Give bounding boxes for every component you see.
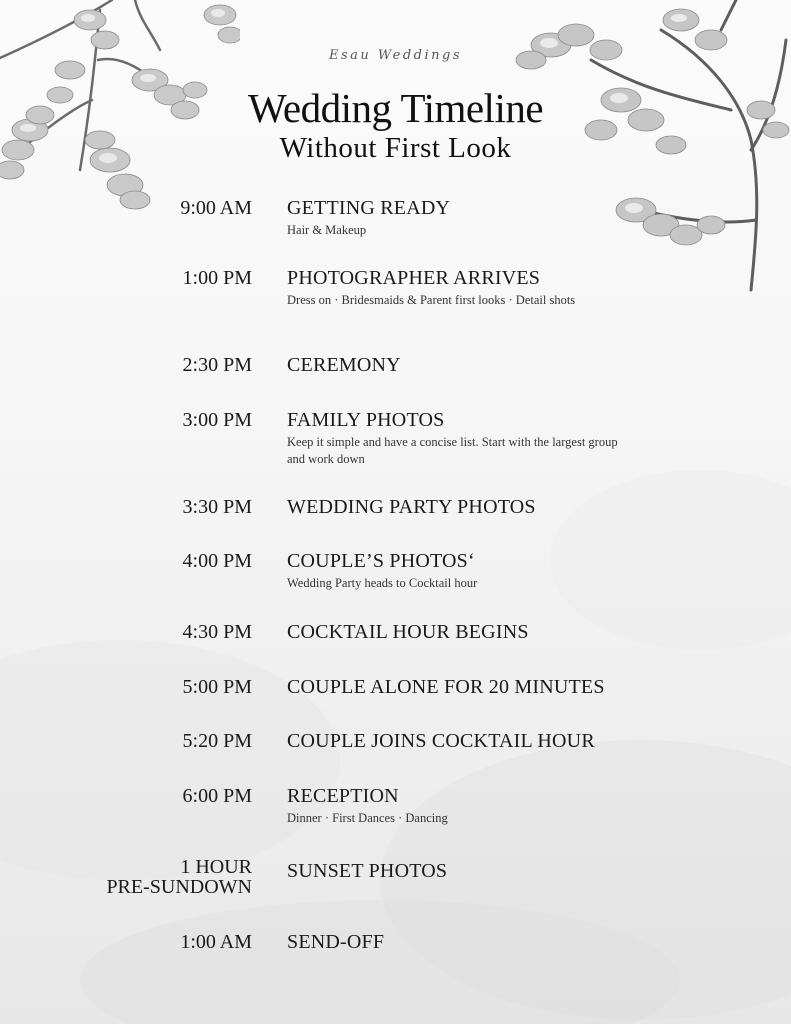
timeline-event: COUPLE’S PHOTOS‘: [287, 550, 475, 572]
page-title: Wedding Timeline: [247, 85, 544, 131]
timeline-time: 3:30 PM: [182, 496, 252, 518]
timeline-time: 5:00 PM: [182, 676, 252, 698]
timeline-time: 6:00 PM: [182, 785, 252, 807]
page-subtitle: Without First Look: [279, 132, 512, 164]
timeline-event: WEDDING PARTY PHOTOS: [287, 496, 536, 518]
timeline-description: Dinner · First Dances · Dancing: [287, 811, 448, 825]
timeline-event: COCKTAIL HOUR BEGINS: [287, 621, 529, 643]
timeline-event: PHOTOGRAPHER ARRIVES: [287, 267, 541, 289]
timeline-time-line: 1 HOUR: [180, 856, 252, 878]
timeline-time: 2:30 PM: [182, 354, 252, 376]
timeline-event: SUNSET PHOTOS: [287, 860, 448, 882]
timeline-time: 4:30 PM: [182, 621, 252, 643]
timeline-time: [106, 857, 252, 897]
timeline-description: Keep it simple and have a concise list. Start with the largest group and work down: [287, 435, 618, 466]
timeline-event: CEREMONY: [287, 354, 401, 376]
timeline-time: 9:00 AM: [180, 197, 252, 219]
timeline-event: SEND-OFF: [287, 931, 385, 953]
timeline-time-line: PRE-SUNDOWN: [106, 876, 252, 898]
timeline-event: COUPLE JOINS COCKTAIL HOUR: [287, 730, 595, 752]
timeline-time: 3:00 PM: [182, 409, 252, 431]
timeline-description: Hair & Makeup: [287, 223, 367, 237]
timeline-event: COUPLE ALONE FOR 20 MINUTES: [287, 676, 605, 698]
timeline-event: RECEPTION: [287, 785, 399, 807]
timeline-time: 4:00 PM: [182, 550, 252, 572]
timeline-time: 1:00 AM: [180, 931, 252, 953]
brand-name: Esau Weddings: [328, 48, 463, 63]
timeline-description: Wedding Party heads to Cocktail hour: [287, 576, 478, 590]
timeline-time: 5:20 PM: [182, 730, 252, 752]
timeline-event: GETTING READY: [287, 197, 451, 219]
timeline-event: FAMILY PHOTOS: [287, 409, 445, 431]
timeline-description: Dress on · Bridesmaids & Parent first looks · Detail shots: [287, 293, 576, 307]
timeline-time: 1:00 PM: [182, 267, 252, 289]
